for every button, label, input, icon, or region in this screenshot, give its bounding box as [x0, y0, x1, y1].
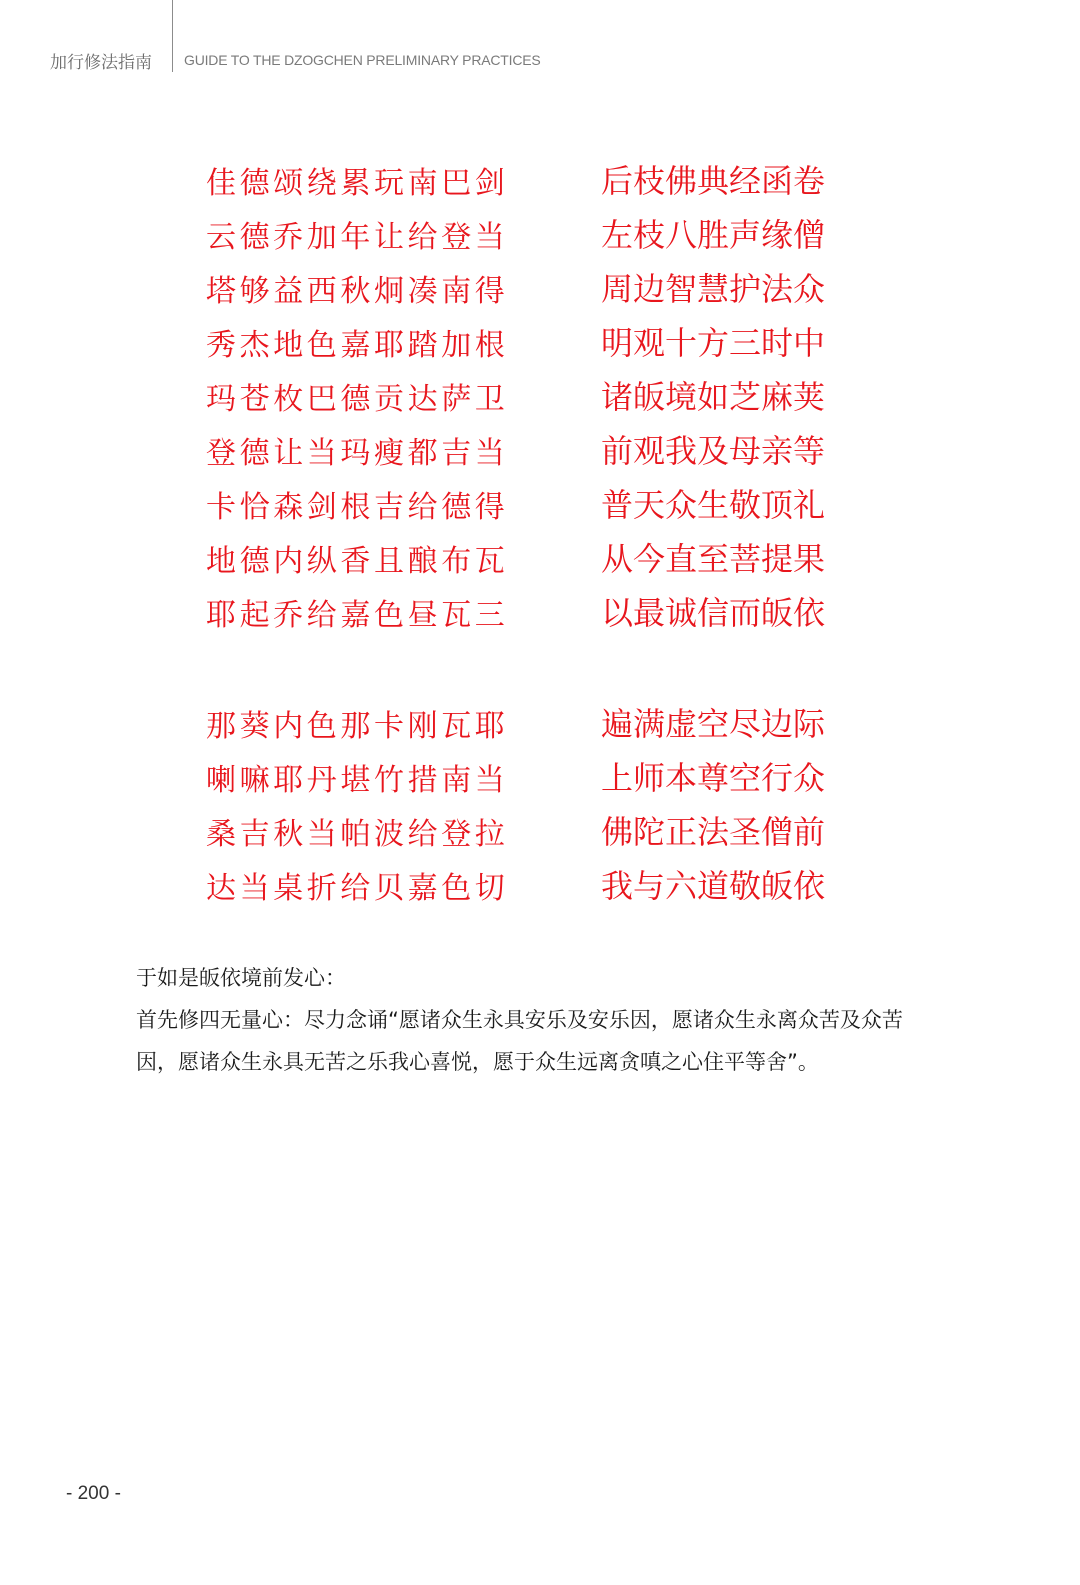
verse-translation: 周边智慧护法众 [601, 270, 826, 308]
verse-translation: 从今直至菩提果 [601, 540, 826, 578]
verse-row [0, 476, 1080, 530]
verse-translation: 后枝佛典经函卷 [601, 162, 826, 200]
verse-transliteration: 耶起乔给嘉色昼瓦三 [206, 598, 509, 633]
verse-row [0, 314, 1080, 368]
verse-translation: 遍满虚空尽边际 [601, 705, 826, 743]
verse-row [0, 857, 1080, 911]
body-paragraph: 首先修四无量心：尽力念诵“愿诸众生永具安乐及安乐因，愿诸众生永离众苦及众苦因，愿诸众生永具无苦之乐我心喜悦，愿于众生远离贪嗔之心住平等舍”。 [136, 1008, 903, 1074]
verse-translation: 左枝八胜声缘僧 [601, 216, 826, 254]
verse-block-1 [0, 152, 1080, 638]
verse-translation: 上师本尊空行众 [601, 759, 826, 797]
verse-row [0, 206, 1080, 260]
verse-block-2 [0, 695, 1080, 911]
body-text [136, 957, 936, 1083]
verse-transliteration: 达当桌折给贝嘉色切 [206, 871, 509, 906]
verse-transliteration: 塔够益西秋炯凑南得 [206, 274, 509, 309]
verse-translation: 我与六道敬皈依 [601, 867, 826, 905]
verse-transliteration: 卡恰森剑根吉给德得 [206, 490, 509, 525]
verse-transliteration: 那葵内色那卡刚瓦耶 [206, 709, 509, 744]
verse-row [0, 695, 1080, 749]
verse-translation: 佛陀正法圣僧前 [601, 813, 826, 851]
verse-row [0, 749, 1080, 803]
header-divider [172, 0, 173, 72]
verse-row [0, 803, 1080, 857]
verse-row [0, 152, 1080, 206]
verse-transliteration: 喇嘛耶丹堪竹措南当 [206, 763, 509, 798]
body-intro-line: 于如是皈依境前发心： [136, 966, 346, 990]
verse-translation: 前观我及母亲等 [601, 432, 826, 470]
verse-transliteration: 玛苍枚巴德贡达萨卫 [206, 382, 509, 417]
verse-translation: 普天众生敬顶礼 [601, 486, 826, 524]
page-number: - 200 - [66, 1483, 121, 1504]
header-title-cn: 加行修法指南 [50, 53, 152, 73]
verse-translation: 明观十方三时中 [601, 324, 826, 362]
verse-translation: 诸皈境如芝麻荚 [601, 378, 826, 416]
verse-translation: 以最诚信而皈依 [601, 594, 826, 632]
verse-transliteration: 桑吉秋当帕波给登拉 [206, 817, 509, 852]
header-title-en: GUIDE TO THE DZOGCHEN PRELIMINARY PRACTICES [184, 52, 541, 68]
verse-row [0, 422, 1080, 476]
verse-transliteration: 登德让当玛瘦都吉当 [206, 436, 509, 471]
verse-transliteration: 佳德颂绕累玩南巴剑 [206, 166, 509, 201]
verse-transliteration: 秀杰地色嘉耶踏加根 [206, 328, 509, 363]
verse-transliteration: 地德内纵香且酿布瓦 [206, 544, 509, 579]
verse-row [0, 584, 1080, 638]
verse-row [0, 368, 1080, 422]
verse-row [0, 530, 1080, 584]
verse-transliteration: 云德乔加年让给登当 [206, 220, 509, 255]
verse-row [0, 260, 1080, 314]
